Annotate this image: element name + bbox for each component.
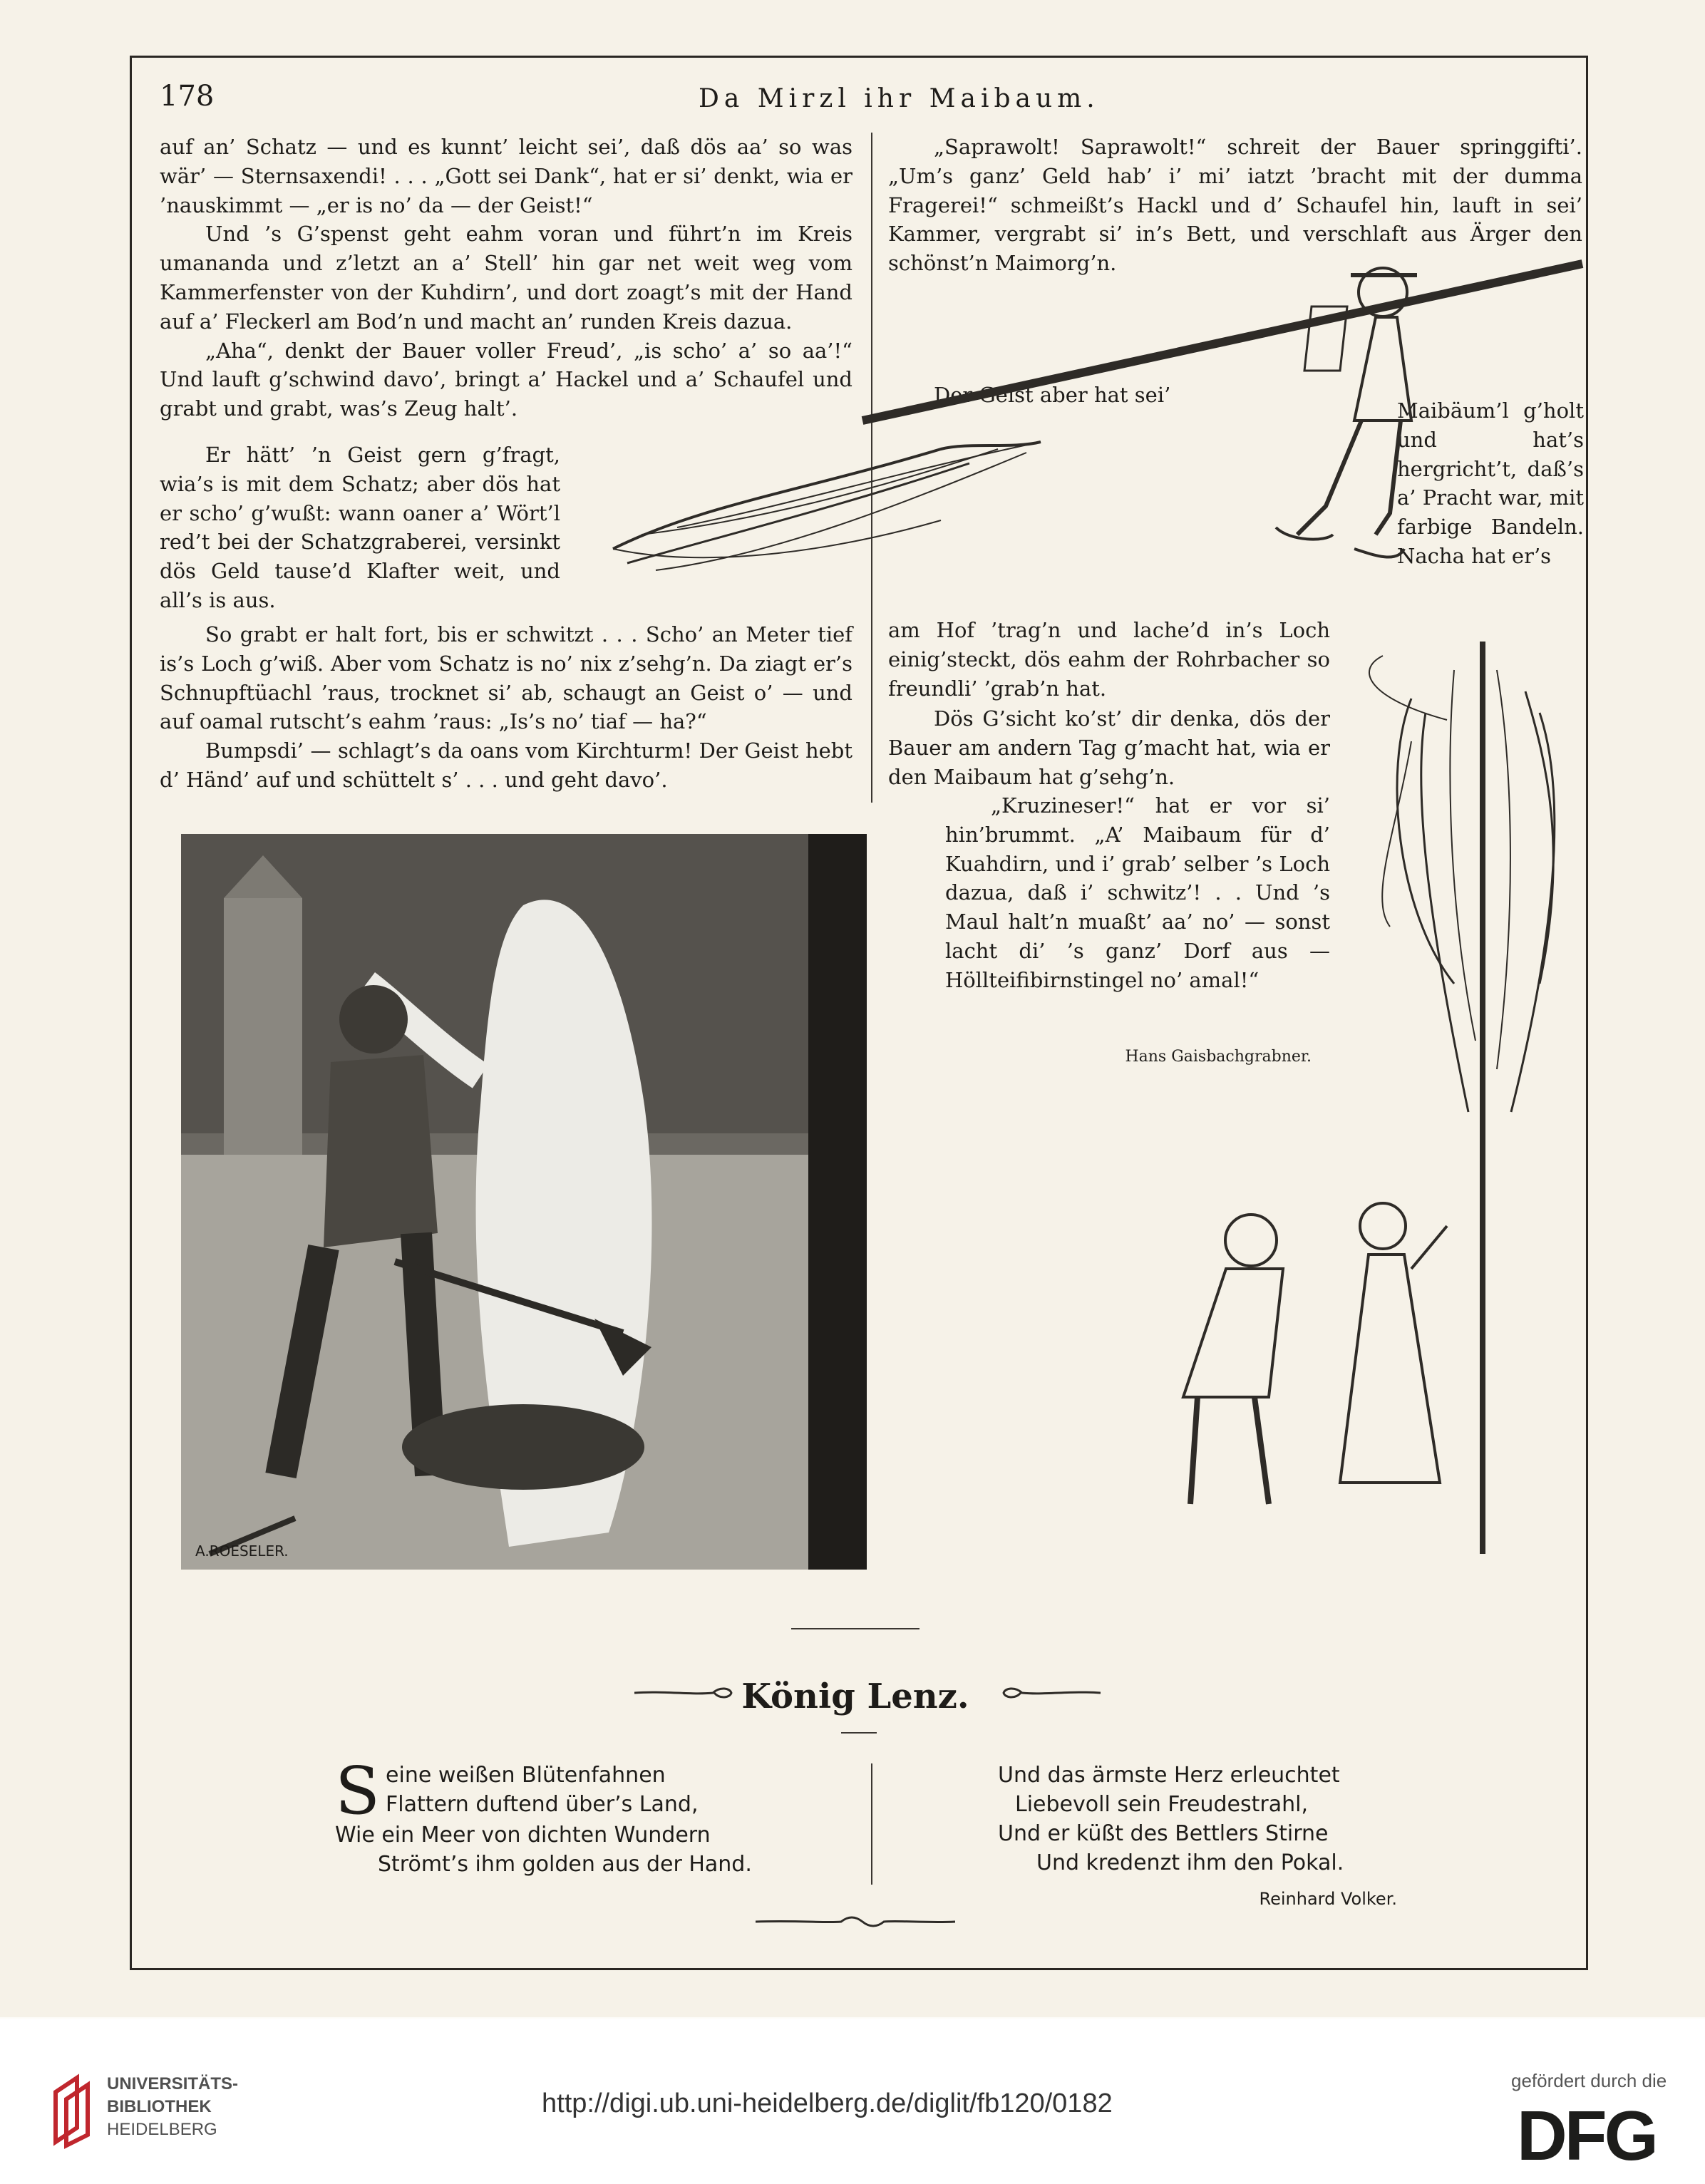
running-title: Da Mirzl ihr Maibaum. xyxy=(699,84,1100,113)
poem-line: Strömt’s ihm golden aus der Hand. xyxy=(378,1852,752,1877)
poem-line: Flattern duftend über’s Land, xyxy=(386,1792,699,1817)
poem-line: Wie ein Meer von dichten Wundern xyxy=(335,1823,711,1848)
closing-flourish xyxy=(756,1913,955,1930)
library-name-line: HEIDELBERG xyxy=(107,2120,217,2139)
page-number: 178 xyxy=(160,80,215,113)
dfg-logo-icon: DFG xyxy=(1517,2096,1656,2175)
illustration-maypole-and-couple xyxy=(1112,613,1582,1561)
library-name-line: BIBLIOTHEK xyxy=(107,2097,212,2116)
source-url-link[interactable]: http://digi.ub.uni-heidelberg.de/diglit/fb120/0182 xyxy=(542,2088,1113,2118)
poem-stanza-2 xyxy=(998,1761,1511,1877)
poem-line: Und er küßt des Bettlers Stirne xyxy=(998,1821,1329,1846)
story-right-column-paragraph: „Kruzineser!“ hat er vor si’ hin’brummt. „A’ Maibaum für d’ Kuahdirn, und i’ grab’ selber ’s Loch dazua, daß i’ schwitz’! . . Und ’s Maul halt’n muaßt’ aa’ no’ — sonst lacht di’ ’s ganz’ Dorf aus — Höllteifibirnstingel no’ amal!“ xyxy=(945,793,1330,992)
poem-line: Und kredenzt ihm den Pokal. xyxy=(1036,1850,1344,1875)
library-name-line: UNIVERSITÄTS- xyxy=(107,2074,239,2093)
title-underline xyxy=(841,1732,877,1734)
paragraph: „Aha“, denkt der Bauer voller Freud’, „is scho’ a’ so aa’!“ Und lauft g’schwind davo’, bringt a’ Hackel und a’ Schaufel und grabt und grabt, was’s Zeug halt’. xyxy=(160,338,852,421)
story-left-column-bottom xyxy=(160,620,852,795)
paragraph: auf an’ Schatz — und es kunnt’ leicht sei’, daß dös aa’ so was wär’ — Sternsaxendi! . . . „Gott sei Dank“, hat er si’ denkt, wia er ’nauskimmt — „er is no’ da — der Geist!“ xyxy=(160,135,852,217)
poem-dropcap: S xyxy=(335,1753,381,1829)
poem-author: Reinhard Volker. xyxy=(1259,1889,1397,1909)
poem-stanza-1 xyxy=(335,1753,848,1879)
poem-column-rule xyxy=(871,1763,872,1885)
paragraph: So grabt er halt fort, bis er schwitzt . . . Scho’ an Meter tief is’s Loch g’wiß. Aber vom Schatz is no’ nix z’sehg’n. Da ziagt er’s Schnupftüachl ’raus, trocknet si’ ab, schaugt an Geist o’ — und auf oamal rutscht’s eahm ’raus: „Is’s no’ tiaf — ha?“ xyxy=(160,622,852,734)
poem-title: König Lenz. xyxy=(741,1676,969,1716)
section-divider xyxy=(791,1628,920,1629)
story-right-column-line: Der Geist aber hat sei’ xyxy=(934,383,1171,407)
story-right-column-top: „Saprawolt! Saprawolt!“ schreit der Bauer springgifti’. „Um’s ganz’ Geld hab’ i’ mi’ iatzt ’bracht mit der dumma Fragerei!“ schmeißt’s Hackl und d’ Schaufel hin, lauft in sei’ Kammer, vergrabt si’ in’s Bett, und verschlaft aus Ärger den schönst’n Maimorg’n. xyxy=(888,135,1582,276)
illustration-signature: A.ROESELER. xyxy=(195,1542,289,1560)
title-flourish-right xyxy=(1001,1682,1101,1704)
story-right-column-paragraph: Dös G’sicht ko’st’ dir denka, dös der Bauer am andern Tag g’macht hat, wia er den Maibaum hat g’sehg’n. xyxy=(888,706,1330,789)
story-left-column-narrow: Er hätt’ ’n Geist gern g’fragt, wia’s is mit dem Schatz; aber dös hat er scho’ g’wußt: wann oaner a’ Wört’l red’t bei der Schatzgraberei, versinkt dös Geld tause’d Klafter weit, und all’s is aus. xyxy=(160,443,560,612)
paragraph: Bumpsdi’ — schlagt’s da oans vom Kirchturm! Der Geist hebt d’ Händ’ auf und schüttelt s’ . . . und geht davo’. xyxy=(160,738,852,792)
illustration-man-with-maypole xyxy=(570,235,1611,606)
poem-line: eine weißen Blütenfahnen xyxy=(386,1763,666,1788)
story-right-column-narrow: Maibäum’l g’holt und hat’s hergricht’t, daß’s a’ Pracht war, mit farbige Bandeln. Nacha hat er’s xyxy=(1397,398,1584,568)
illustration-ghost-and-farmer xyxy=(181,834,867,1570)
poem-line: Liebevoll sein Freudestrahl, xyxy=(1015,1792,1309,1817)
story-author: Hans Gaisbachgrabner. xyxy=(1125,1048,1312,1066)
library-logo-icon xyxy=(48,2071,98,2149)
paragraph: Und ’s G’spenst geht eahm voran und führt’n im Kreis umananda und z’letzt an a’ Stell’ hin gar net weit weg vom Kammerfenster von der Kuhdirn’, und dort zoagt’s mit der Hand auf a’ Fleckerl am Bod’n und macht an’ runden Kreis dazua. xyxy=(160,222,852,334)
story-right-column-continuation: am Hof ’trag’n und lache’d in’s Loch einig’steckt, dös eahm der Rohrbacher so freundli’ ’grab’n hat. xyxy=(888,618,1330,701)
poem-line: Und das ärmste Herz erleuchtet xyxy=(998,1763,1340,1788)
funding-label: gefördert durch die xyxy=(1511,2070,1667,2091)
